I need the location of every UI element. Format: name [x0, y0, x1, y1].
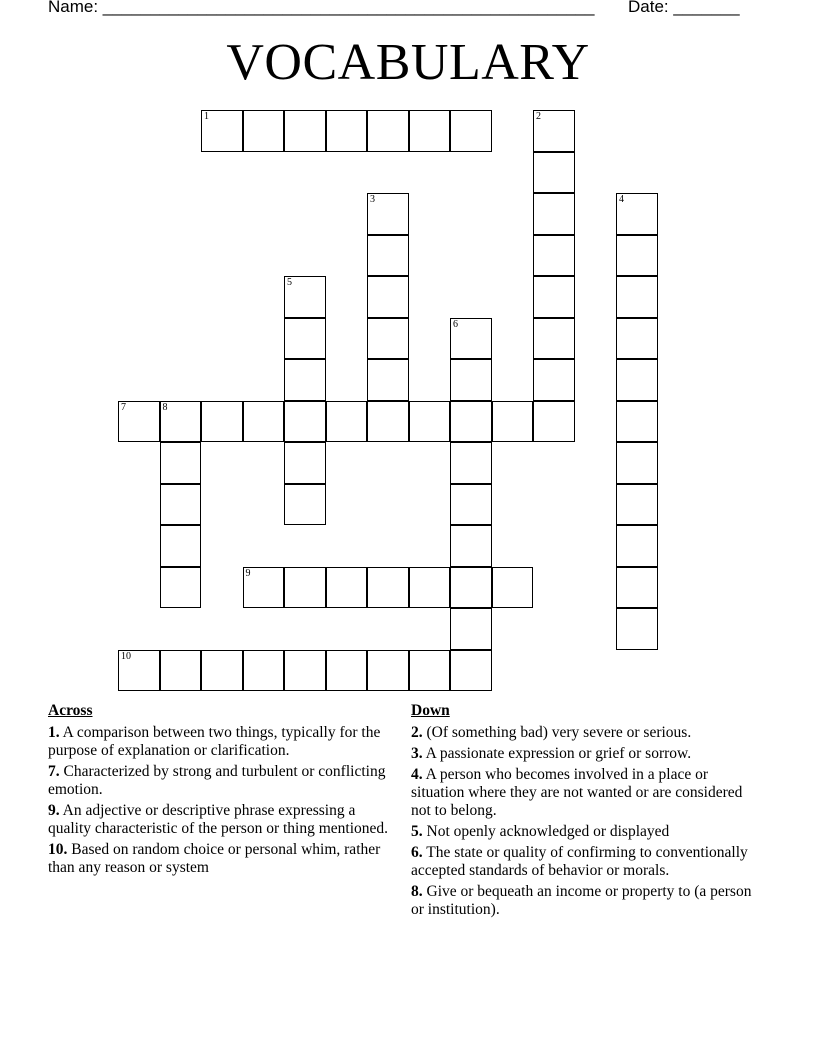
- clue-item: [48, 724, 400, 760]
- grid-cell[interactable]: [367, 276, 409, 318]
- grid-cell[interactable]: [243, 110, 285, 152]
- clue-number: 2: [536, 111, 541, 122]
- down-clues: [411, 702, 759, 922]
- grid-cell[interactable]: [533, 276, 575, 318]
- grid-cell[interactable]: [616, 235, 658, 277]
- grid-cell[interactable]: [616, 359, 658, 401]
- clue-item-text: Give or bequeath an income or property to (a person or institution).: [411, 883, 752, 918]
- clue-item: [411, 844, 759, 880]
- grid-cell[interactable]: [409, 650, 451, 692]
- clue-number: 5: [287, 277, 292, 288]
- grid-cell[interactable]: [367, 359, 409, 401]
- grid-cell[interactable]: [616, 567, 658, 609]
- down-clue-list: [411, 724, 759, 919]
- grid-cell[interactable]: [533, 152, 575, 194]
- grid-cell[interactable]: [616, 608, 658, 650]
- grid-cell[interactable]: [367, 110, 409, 152]
- grid-cell[interactable]: [243, 650, 285, 692]
- name-field[interactable]: Name: ____________________________________________________: [48, 0, 595, 16]
- clue-item-text: Based on random choice or personal whim, rather than any reason or system: [48, 841, 381, 876]
- clue-number: 3: [370, 194, 375, 205]
- grid-cell[interactable]: [450, 567, 492, 609]
- clue-number: 8: [162, 401, 168, 413]
- grid-cell[interactable]: [284, 318, 326, 360]
- grid-cell[interactable]: [616, 276, 658, 318]
- grid-cell[interactable]: [450, 401, 492, 443]
- grid-cell[interactable]: [492, 401, 534, 443]
- grid-cell[interactable]: [326, 650, 368, 692]
- across-heading: Across: [48, 702, 93, 719]
- clue-item-number: 2.: [411, 724, 423, 741]
- grid-cell[interactable]: [160, 525, 202, 567]
- clue-number: 7: [121, 401, 126, 413]
- grid-cell[interactable]: [450, 359, 492, 401]
- down-heading: Down: [411, 702, 450, 719]
- grid-cell[interactable]: [450, 442, 492, 484]
- grid-cell[interactable]: [616, 318, 658, 360]
- grid-cell[interactable]: [284, 401, 326, 443]
- grid-cell[interactable]: [367, 650, 409, 692]
- across-clue-list: [48, 724, 400, 877]
- grid-cell[interactable]: [616, 484, 658, 526]
- date-field[interactable]: Date: _______: [628, 0, 740, 16]
- grid-cell[interactable]: [118, 401, 160, 443]
- grid-cell[interactable]: [450, 484, 492, 526]
- clue-item-number: 4.: [411, 766, 423, 783]
- grid-cell[interactable]: [326, 401, 368, 443]
- grid-cell[interactable]: [450, 525, 492, 567]
- grid-cell[interactable]: [533, 235, 575, 277]
- grid-cell[interactable]: [201, 650, 243, 692]
- grid-cell[interactable]: [533, 193, 575, 235]
- clue-item: [411, 823, 759, 841]
- grid-cell[interactable]: [243, 401, 285, 443]
- grid-cell[interactable]: [450, 650, 492, 692]
- grid-cell[interactable]: [160, 442, 202, 484]
- clue-item-number: 3.: [411, 745, 423, 762]
- grid-cell[interactable]: [450, 608, 492, 650]
- clue-item-text: Characterized by strong and turbulent or conflicting emotion.: [48, 763, 386, 798]
- clue-item-number: 5.: [411, 823, 423, 840]
- grid-cell[interactable]: [409, 567, 451, 609]
- grid-cell[interactable]: [533, 318, 575, 360]
- clue-number: 4: [619, 194, 624, 205]
- clue-item-text: (Of something bad) very severe or serious.: [426, 724, 692, 741]
- grid-cell[interactable]: [367, 193, 409, 235]
- clue-item-text: An adjective or descriptive phrase expressing a quality characteristic of the person or thing mentioned.: [48, 802, 389, 837]
- clue-item: [48, 841, 400, 877]
- grid-cell[interactable]: [533, 359, 575, 401]
- grid-cell[interactable]: [284, 359, 326, 401]
- grid-cell[interactable]: [616, 525, 658, 567]
- grid-cell[interactable]: [533, 401, 575, 443]
- clue-item: [411, 745, 759, 763]
- clue-number: 1: [204, 111, 209, 122]
- page-title: VOCABULARY: [226, 34, 590, 91]
- grid-cell[interactable]: [284, 484, 326, 526]
- grid-cell[interactable]: [367, 401, 409, 443]
- grid-cell[interactable]: [409, 401, 451, 443]
- grid-cell[interactable]: [450, 318, 492, 360]
- grid-cell[interactable]: [616, 401, 658, 443]
- grid-cell[interactable]: [284, 276, 326, 318]
- grid-cell[interactable]: [367, 318, 409, 360]
- grid-cell[interactable]: [160, 401, 202, 443]
- grid-cell[interactable]: [450, 110, 492, 152]
- clue-item-text: A passionate expression or grief or sorrow.: [425, 745, 692, 762]
- grid-cell[interactable]: [326, 110, 368, 152]
- grid-cell[interactable]: [326, 567, 368, 609]
- clue-item: [48, 802, 400, 838]
- grid-cell[interactable]: [160, 650, 202, 692]
- clue-item: [411, 724, 759, 742]
- clue-number: 10: [121, 650, 131, 662]
- grid-cell[interactable]: [492, 567, 534, 609]
- grid-cell[interactable]: [367, 567, 409, 609]
- grid-cell[interactable]: [160, 484, 202, 526]
- grid-cell[interactable]: [118, 650, 160, 692]
- grid-cell[interactable]: [284, 650, 326, 692]
- clue-item-number: 7.: [48, 763, 60, 780]
- clue-item-text: A person who becomes involved in a place or situation where they are not wanted or are considered not to belong.: [411, 766, 743, 819]
- grid-cell[interactable]: [160, 567, 202, 609]
- clue-item-number: 1.: [48, 724, 60, 741]
- grid-cell[interactable]: [409, 110, 451, 152]
- clue-item-text: A comparison between two things, typically for the purpose of explanation or clarification.: [48, 724, 381, 759]
- clue-item-text: Not openly acknowledged or displayed: [426, 823, 670, 840]
- grid-cell[interactable]: [616, 442, 658, 484]
- clue-item-number: 8.: [411, 883, 423, 900]
- grid-cell[interactable]: [533, 110, 575, 152]
- clue-item-text: The state or quality of confirming to conventionally accepted standards of behavior or morals.: [411, 844, 748, 879]
- clue-item-number: 10.: [48, 841, 68, 858]
- grid-cell[interactable]: [201, 110, 243, 152]
- grid-cell[interactable]: [243, 567, 285, 609]
- grid-cell[interactable]: [201, 401, 243, 443]
- grid-cell[interactable]: [284, 110, 326, 152]
- clue-item: [48, 763, 400, 799]
- across-clues: [48, 702, 400, 880]
- grid-cell[interactable]: [284, 442, 326, 484]
- grid-cell[interactable]: [616, 193, 658, 235]
- clue-item-number: 9.: [48, 802, 60, 819]
- grid-cell[interactable]: [284, 567, 326, 609]
- clue-item: [411, 766, 759, 820]
- clue-number: 6: [453, 318, 458, 330]
- grid-cell[interactable]: [367, 235, 409, 277]
- clue-item: [411, 883, 759, 919]
- clue-number: 9: [245, 567, 251, 579]
- clue-item-number: 6.: [411, 844, 423, 861]
